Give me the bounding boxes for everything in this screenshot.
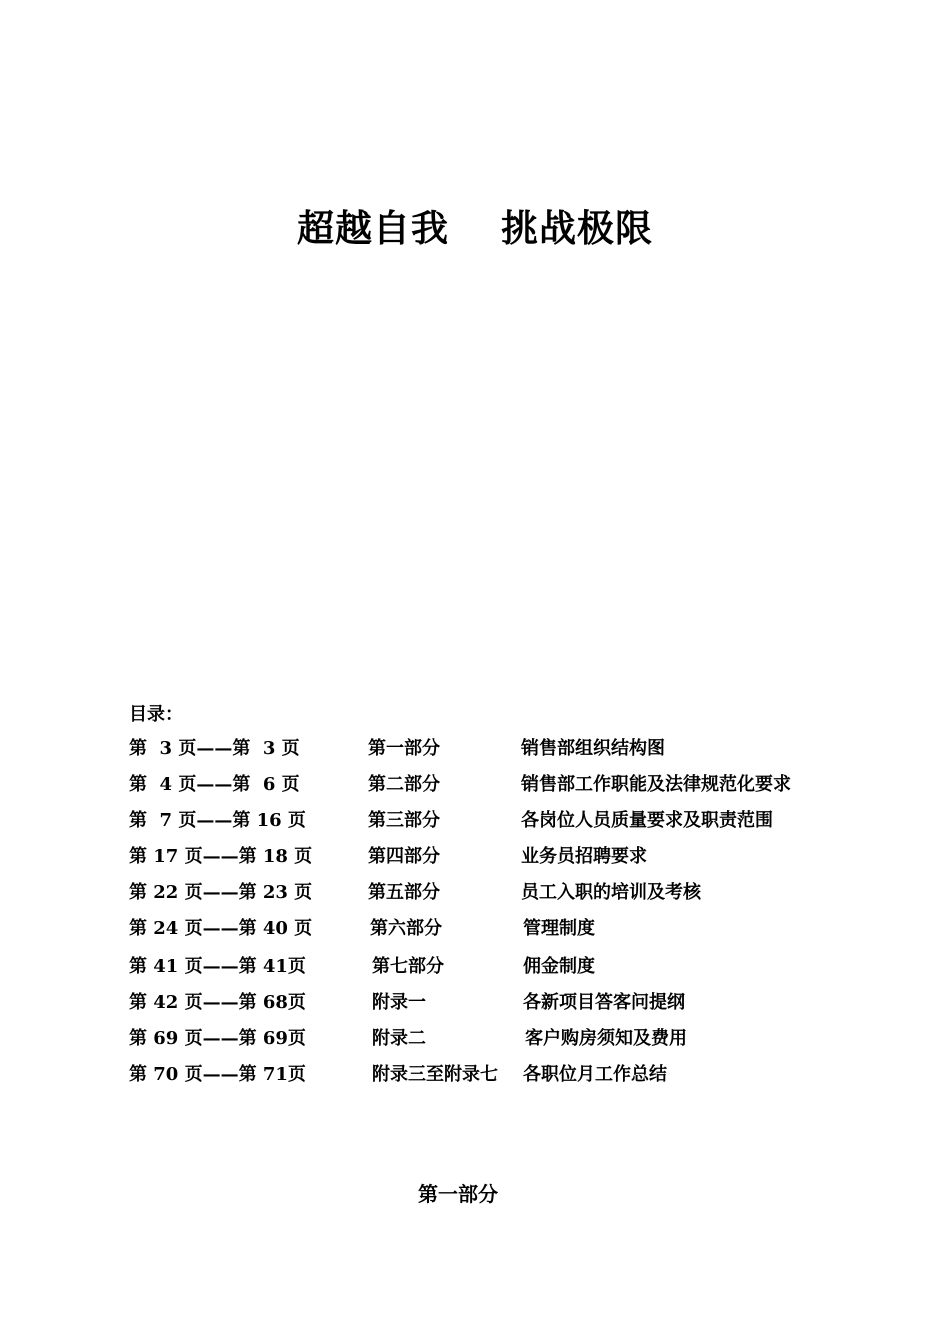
toc-part: 附录一 [372, 992, 426, 1013]
toc-title: 员工入职的培训及考核 [521, 882, 701, 903]
toc-title: 业务员招聘要求 [521, 846, 647, 867]
toc-part: 第一部分 [368, 738, 440, 759]
toc-part: 附录二 [372, 1028, 426, 1049]
title-left: 超越自我 [297, 206, 449, 250]
toc-title: 客户购房须知及费用 [525, 1028, 687, 1049]
toc-part: 第三部分 [368, 810, 440, 831]
toc-title: 各新项目答客问提纲 [523, 992, 685, 1013]
title-right: 挑战极限 [501, 206, 653, 250]
toc-pages: 第 22 页——第 23 页 [129, 882, 313, 903]
toc-pages: 第 3 页——第 3 页 [129, 738, 300, 759]
toc-title: 各职位月工作总结 [523, 1064, 667, 1085]
toc-pages: 第 70 页——第 71页 [129, 1064, 306, 1085]
toc-part: 附录三至附录七 [372, 1064, 498, 1085]
toc-title: 佣金制度 [523, 956, 595, 977]
toc-part: 第二部分 [368, 774, 440, 795]
toc-part: 第五部分 [368, 882, 440, 903]
toc-pages: 第 4 页——第 6 页 [129, 774, 300, 795]
toc-pages: 第 7 页——第 16 页 [129, 810, 306, 831]
page-title [0, 200, 950, 256]
toc-pages: 第 41 页——第 41页 [129, 956, 306, 977]
toc-title: 管理制度 [523, 918, 595, 939]
toc-pages: 第 17 页——第 18 页 [129, 846, 313, 867]
toc-pages: 第 42 页——第 68页 [129, 992, 306, 1013]
toc-title: 销售部工作职能及法律规范化要求 [521, 774, 791, 795]
toc-part: 第七部分 [372, 956, 444, 977]
section-heading: 第一部分 [418, 1182, 498, 1206]
toc-part: 第六部分 [370, 918, 442, 939]
toc-title: 销售部组织结构图 [521, 738, 665, 759]
toc-title: 各岗位人员质量要求及职责范围 [521, 810, 773, 831]
toc-label: 目录： [129, 704, 183, 725]
toc-part: 第四部分 [368, 846, 440, 867]
toc-pages: 第 24 页——第 40 页 [129, 918, 313, 939]
toc-pages: 第 69 页——第 69页 [129, 1028, 306, 1049]
